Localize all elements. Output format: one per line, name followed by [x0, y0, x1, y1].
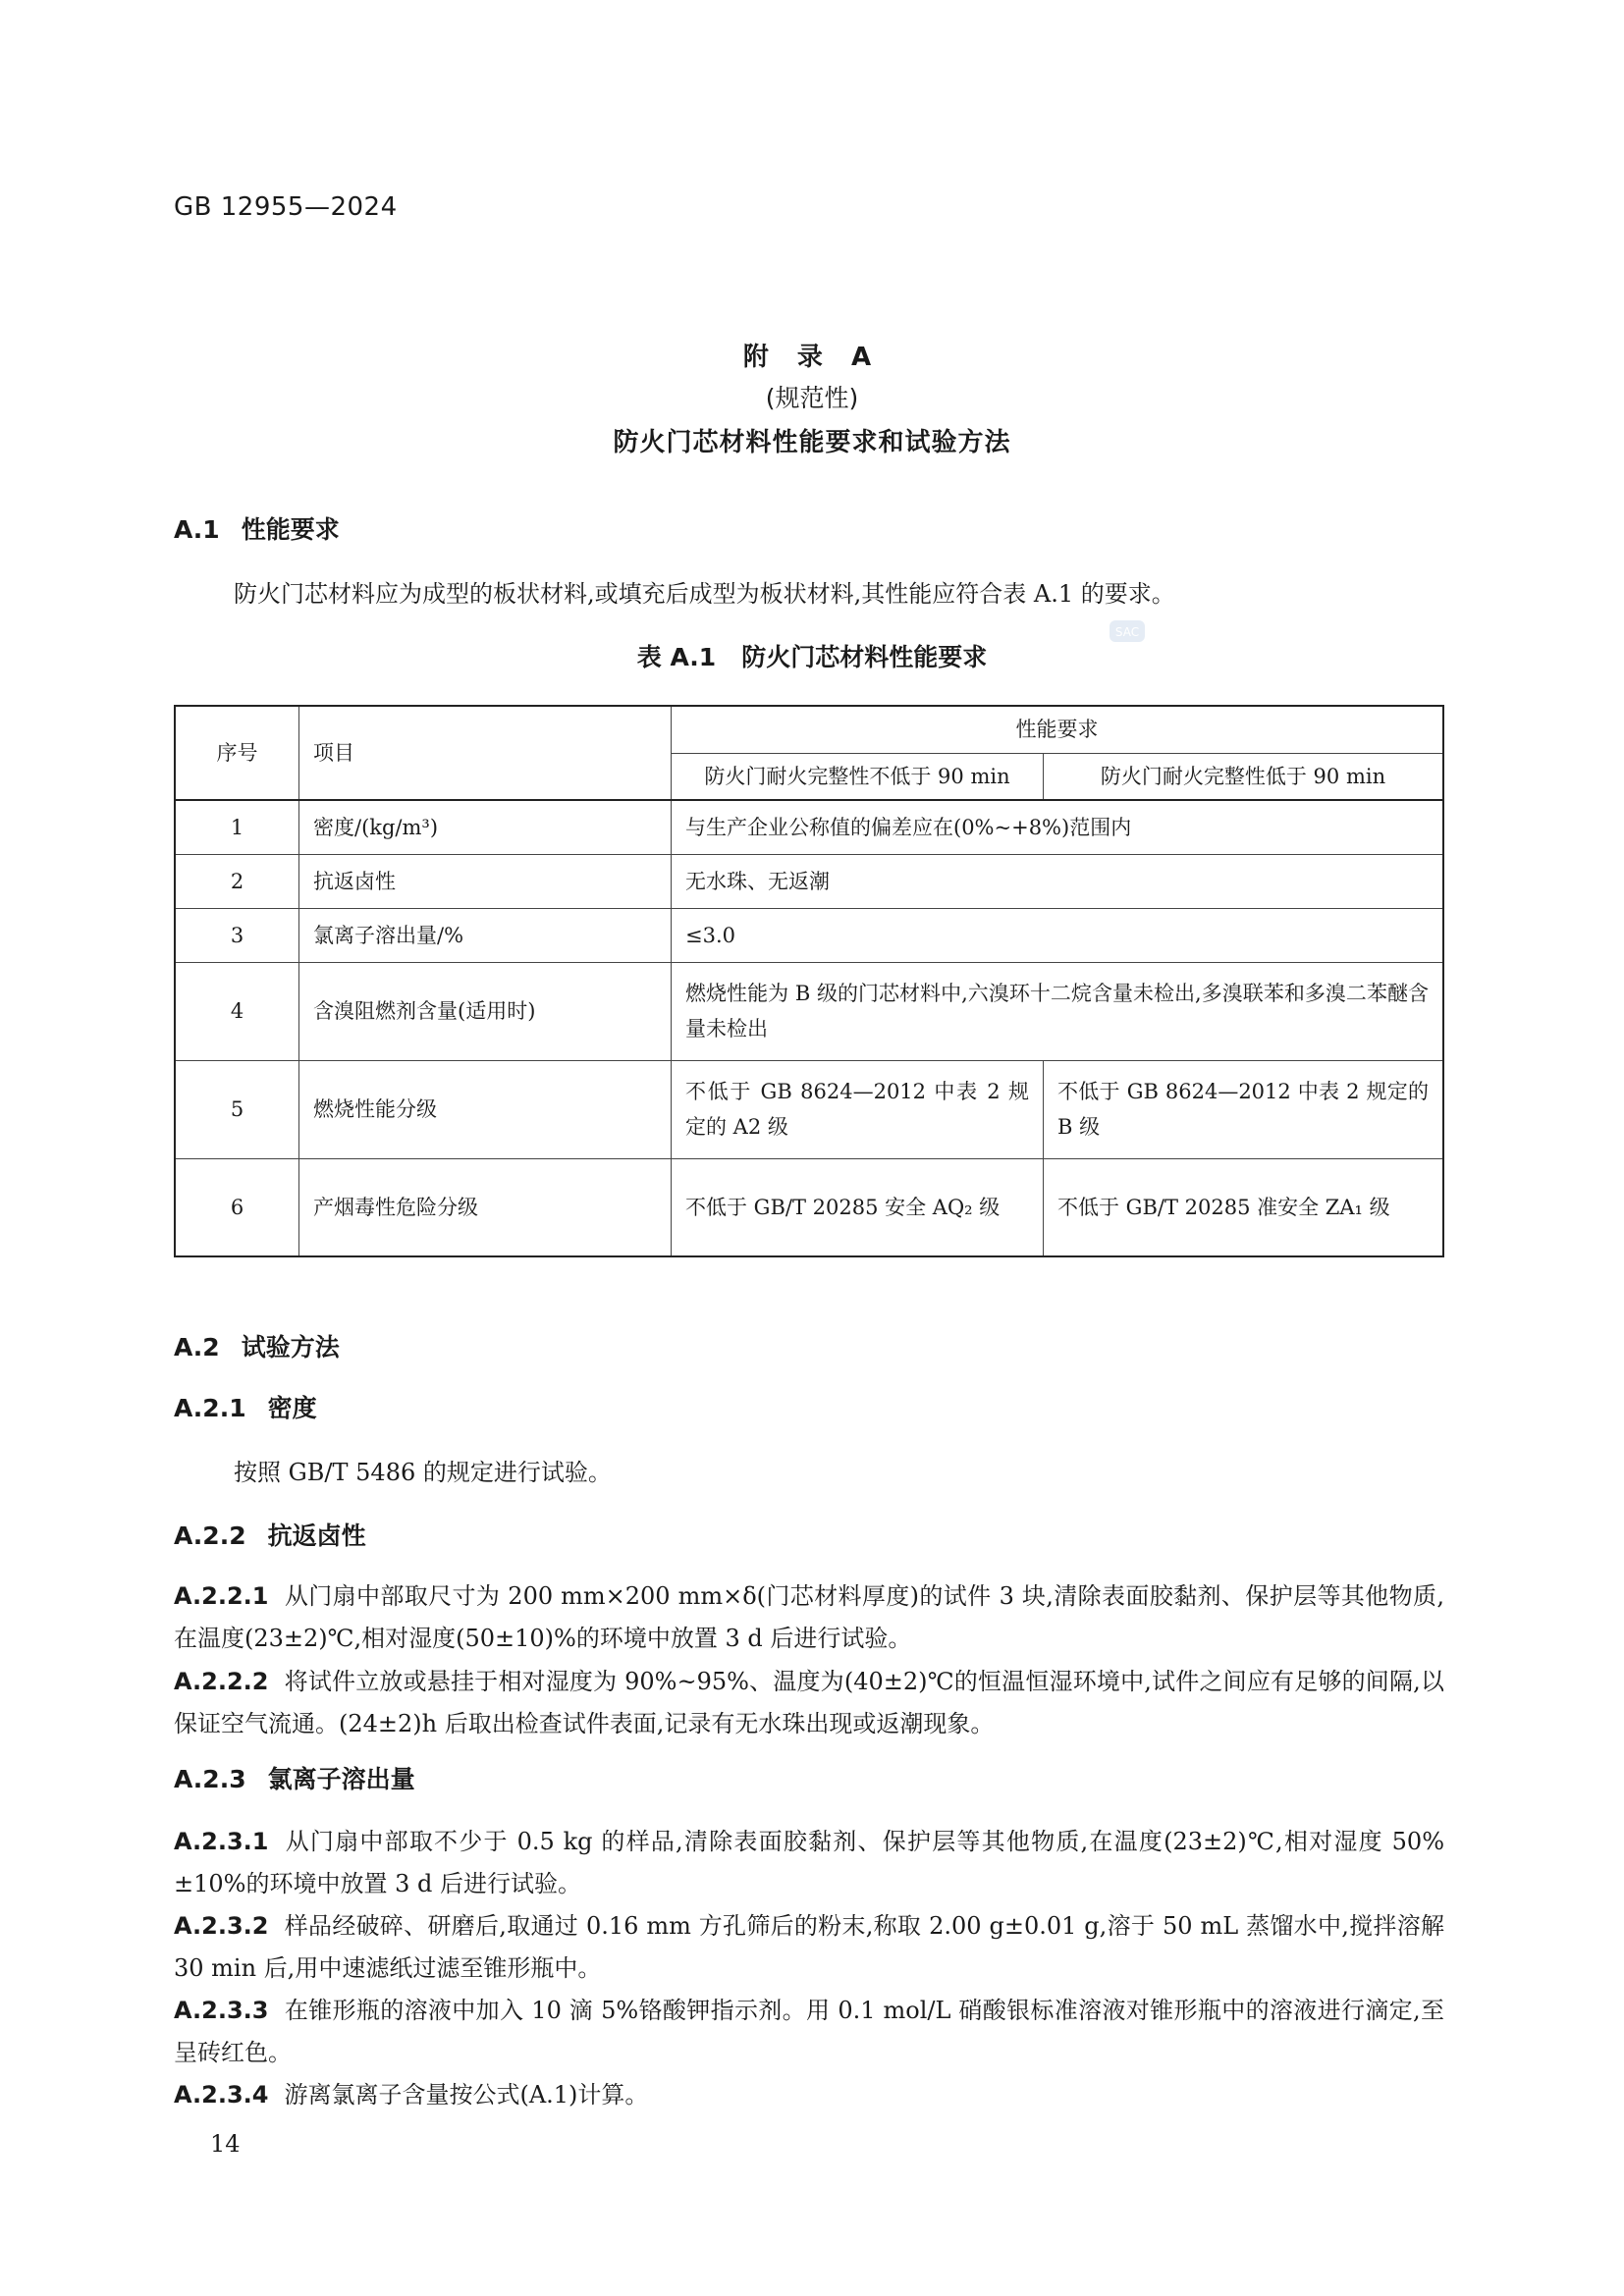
annex-subtitle: 防火门芯材料性能要求和试验方法	[613, 428, 1011, 457]
clause-text: 在锥形瓶的溶液中加入 10 滴 5%铬酸钾指示剂。用 0.1 mol/L 硝酸银标准溶液对锥形瓶中的溶液进行滴定,至呈砖红色。	[174, 1997, 1444, 2066]
row-item: 产烟毒性危险分级	[299, 1158, 672, 1256]
row-item: 含溴阻燃剂含量(适用时)	[299, 962, 672, 1060]
row-requirement: 燃烧性能为 B 级的门芯材料中,六溴环十二烷含量未检出,多溴联苯和多溴二苯醚含量未检出	[672, 962, 1444, 1060]
section-a21-text: 按照 GB/T 5486 的规定进行试验。	[234, 1459, 612, 1486]
section-title: 氯离子溶出量	[267, 1765, 415, 1793]
table-caption	[0, 638, 1624, 673]
annex-title: 附 录 A	[742, 343, 882, 372]
row-item: 密度/(kg/m³)	[299, 800, 672, 854]
row-item: 抗返卤性	[299, 854, 672, 908]
clause-a222	[174, 1661, 1444, 1745]
row-requirement-b: 不低于 GB/T 20285 准安全 ZA₁ 级	[1044, 1158, 1444, 1256]
section-number: A.2	[174, 1333, 220, 1362]
clause-a234	[174, 2074, 1444, 2116]
table-header-requirement: 性能要求	[672, 706, 1444, 753]
section-title: 性能要求	[241, 515, 340, 544]
row-no: 5	[175, 1060, 299, 1158]
row-no: 4	[175, 962, 299, 1060]
section-a1-text: 防火门芯材料应为成型的板状材料,或填充后成型为板状材料,其性能应符合表 A.1 的要求。	[234, 580, 1175, 608]
section-number: A.2.1	[174, 1394, 246, 1422]
clause-number: A.2.2.1	[174, 1582, 269, 1610]
table-title: 防火门芯材料性能要求	[741, 643, 988, 671]
clause-a231	[174, 1821, 1444, 1905]
annex-type: (规范性)	[765, 384, 859, 412]
table-header-col-b: 防火门耐火完整性低于 90 min	[1044, 753, 1444, 800]
row-no: 3	[175, 908, 299, 962]
table-row	[175, 962, 1443, 1060]
clause-a221	[174, 1575, 1444, 1660]
section-number: A.2.2	[174, 1522, 246, 1550]
clause-number: A.2.3.2	[174, 1912, 269, 1940]
clause-a232	[174, 1905, 1444, 1990]
row-requirement-b: 不低于 GB 8624—2012 中表 2 规定的 B 级	[1044, 1060, 1444, 1158]
clause-number: A.2.2.2	[174, 1668, 269, 1695]
table-header-no: 序号	[175, 706, 299, 800]
table-header-item: 项目	[299, 706, 672, 800]
row-requirement-a: 不低于 GB/T 20285 安全 AQ₂ 级	[672, 1158, 1044, 1256]
requirements-table	[174, 705, 1444, 1257]
table-row	[175, 908, 1443, 962]
row-item: 燃烧性能分级	[299, 1060, 672, 1158]
svg-text:SAC: SAC	[1114, 625, 1140, 639]
clause-number: A.2.3.4	[174, 2081, 269, 2109]
clause-text: 将试件立放或悬挂于相对湿度为 90%~95%、温度为(40±2)℃的恒温恒湿环境中,试件之间应有足够的间隔,以保证空气流通。(24±2)h 后取出检查试件表面,记录有无水珠出现或返潮现象。	[174, 1668, 1444, 1737]
row-no: 6	[175, 1158, 299, 1256]
section-heading-a2	[174, 1328, 340, 1363]
row-requirement: 无水珠、无返潮	[672, 854, 1444, 908]
section-title: 试验方法	[241, 1333, 340, 1362]
clause-text: 样品经破碎、研磨后,取通过 0.16 mm 方孔筛后的粉末,称取 2.00 g±0.01 g,溶于 50 mL 蒸馏水中,搅拌溶解 30 min 后,用中速滤纸过滤至锥形瓶中。	[174, 1912, 1444, 1982]
row-no: 2	[175, 854, 299, 908]
page-number: 14	[210, 2130, 241, 2158]
table-header-col-a: 防火门耐火完整性不低于 90 min	[672, 753, 1044, 800]
section-number: A.2.3	[174, 1765, 246, 1793]
section-title: 抗返卤性	[267, 1522, 366, 1550]
section-heading-a21	[174, 1389, 317, 1424]
table-number: 表 A.1	[636, 643, 717, 671]
clause-number: A.2.3.3	[174, 1997, 269, 2024]
row-requirement: 与生产企业公称值的偏差应在(0%~+8%)范围内	[672, 800, 1444, 854]
clause-number: A.2.3.1	[174, 1828, 269, 1855]
row-requirement-a: 不低于 GB 8624—2012 中表 2 规定的 A2 级	[672, 1060, 1044, 1158]
row-requirement: ≤3.0	[672, 908, 1444, 962]
section-heading-a22	[174, 1517, 366, 1552]
table-row	[175, 854, 1443, 908]
clause-text: 从门扇中部取不少于 0.5 kg 的样品,清除表面胶黏剂、保护层等其他物质,在温度(23±2)℃,相对湿度 50%±10%的环境中放置 3 d 后进行试验。	[174, 1828, 1444, 1897]
section-number: A.1	[174, 515, 220, 544]
clause-text: 从门扇中部取尺寸为 200 mm×200 mm×δ(门芯材料厚度)的试件 3 块,清除表面胶黏剂、保护层等其他物质,在温度(23±2)℃,相对湿度(50±10)%的环境中放置 3 d 后进行试验。	[174, 1582, 1444, 1652]
table-row	[175, 1060, 1443, 1158]
standard-code: GB 12955—2024	[174, 192, 398, 222]
table-row	[175, 800, 1443, 854]
section-heading-a23	[174, 1760, 415, 1795]
clause-text: 游离氯离子含量按公式(A.1)计算。	[284, 2081, 649, 2109]
row-item: 氯离子溶出量/%	[299, 908, 672, 962]
clause-a233	[174, 1990, 1444, 2074]
watermark-logo-icon	[1108, 616, 1147, 646]
table-row	[175, 1158, 1443, 1256]
section-heading-a1	[174, 510, 340, 546]
section-title: 密度	[267, 1394, 317, 1422]
row-no: 1	[175, 800, 299, 854]
